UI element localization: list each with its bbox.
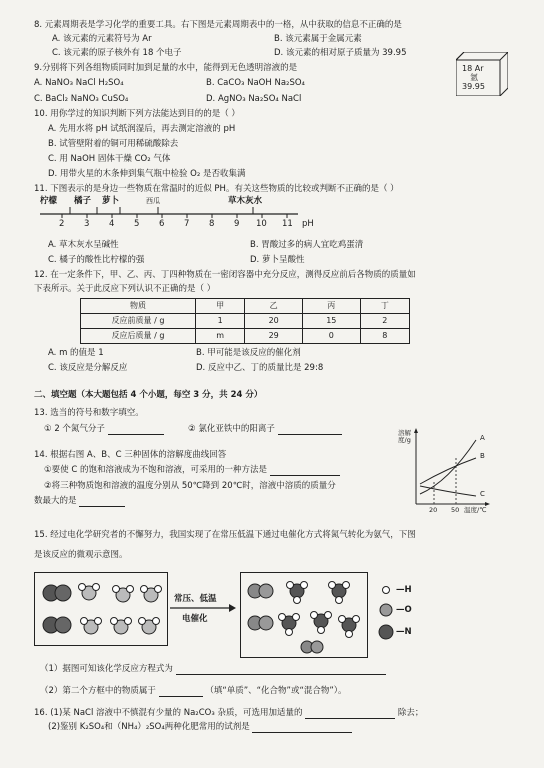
reactant-molecules [35, 573, 167, 645]
ph-label-watermelon: 西瓜 [146, 197, 160, 205]
q12-stem-line2: 下表所示。关于此反应下列认识不正确的是（ ） [34, 284, 216, 294]
q11-option-a: A. 草木灰水呈碱性 [48, 240, 119, 250]
solubility-y-label: 溶解度/g [398, 429, 411, 445]
n2-molecule [43, 617, 71, 633]
ammonia-molecule [339, 616, 360, 638]
q10-option-a: A. 先用水将 pH 试纸润湿后，再去测定溶液的 pH [48, 124, 236, 134]
q12-stem-line1: 12. 在一定条件下，甲、乙、丙、丁四种物质在一密闭容器中充分反应，测得反应前后各物质的质量如 [34, 270, 416, 280]
q15-part2-hint: （填“单质”、“化合物”或“混合物”）。 [205, 686, 347, 696]
q15-part2-text: （2）第二个方框中的物质属于 [40, 686, 156, 696]
ph-tick-3: 3 [84, 219, 90, 229]
q15-part2 [40, 686, 347, 697]
water-molecule [113, 586, 134, 603]
section-heading: 二、填空题（本大题包括 4 个小题，每空 3 分，共 24 分） [34, 390, 263, 400]
q13-part1 [44, 424, 164, 435]
q10-option-b: B. 试管壁附着的铜可用稀硫酸除去 [48, 139, 179, 149]
q15-part1-text: （1）据图可知该化学反应方程式为 [40, 664, 173, 674]
q10-option-c: C. 用 NaOH 固体干燥 CO₂ 气体 [48, 154, 171, 164]
product-molecules [241, 573, 367, 657]
ph-label-orange: 橘子 [74, 196, 92, 206]
q16-part1-text: 16. (1)某 NaCl 溶液中不慎混有少量的 Na₂CO₃ 杂质，可选用加适量的 [34, 708, 303, 718]
water-molecule [81, 618, 102, 635]
water-molecule [141, 586, 162, 603]
ph-axis-unit: pH [302, 219, 314, 229]
q16-part1-tail: 除去； [397, 708, 424, 718]
q15-stem-line1: 15. 经过电化学研究者的不懈努力，我国实现了在常压低温下通过电催化方式将氮气转化为氨气，下图 [34, 530, 416, 540]
q8-option-a: A. 该元素的元素符号为 Ar [52, 34, 152, 44]
table-cell: 反应后质量 / g [81, 329, 196, 344]
q11-option-b: B. 胃酸过多的病人宜吃鸡蛋清 [250, 240, 364, 250]
q10-option-d: D. 用带火星的木条伸到集气瓶中检验 O₂ 是否收集满 [48, 169, 246, 179]
atom-legend [378, 582, 428, 642]
table-cell: 20 [245, 314, 303, 329]
q15-stem-line2: 是该反应的微观示意图。 [34, 550, 128, 560]
table-header-cell: 甲 [196, 299, 245, 314]
water-molecule [111, 618, 132, 635]
ph-tick-8: 8 [209, 219, 215, 229]
q15-part1 [40, 664, 386, 675]
legend-swatches [378, 582, 398, 642]
table-cell: 反应前质量 / g [81, 314, 196, 329]
q14-part3 [34, 496, 125, 507]
periodic-table-cell [456, 52, 508, 96]
q16-answer-blank-2[interactable] [252, 723, 352, 733]
q8-option-d: D. 该元素的相对原子质量为 39.95 [274, 48, 407, 58]
curve-label-b: B [480, 452, 485, 460]
table-cell: 0 [302, 329, 360, 344]
q14-answer-blank-2[interactable] [79, 497, 125, 507]
ph-tick-2: 2 [59, 219, 65, 229]
table-cell: 8 [360, 329, 409, 344]
q13-part2 [188, 424, 342, 435]
q14-part3-text: 数最大的是 [34, 496, 77, 506]
table-header-cell: 物质 [81, 299, 196, 314]
q14-stem: 14. 根据右图 A、B、C 三种固体的溶解度曲线回答 [34, 450, 227, 460]
q16-answer-blank-1[interactable] [305, 709, 395, 719]
table-cell: 15 [302, 314, 360, 329]
water-molecule [139, 618, 160, 635]
q16-part2 [48, 722, 352, 733]
q9-option-c: C. BaCl₂ NaNO₃ CuSO₄ [34, 94, 129, 104]
solubility-x-tick-50: 50 [451, 506, 460, 514]
ammonia-molecule [279, 614, 300, 636]
curve-b [420, 458, 476, 484]
ph-label-radish: 萝卜 [102, 196, 120, 206]
element-mass: 39.95 [462, 82, 485, 91]
solubility-curve-figure [398, 424, 498, 516]
table-header-cell: 丁 [360, 299, 409, 314]
q14-part1 [44, 465, 340, 476]
table-cell: m [196, 329, 245, 344]
q14-part1-text: ①要使 C 的饱和溶液成为不饱和溶液，可采用的一种方法是 [44, 465, 267, 475]
table-cell: 2 [360, 314, 409, 329]
q8-option-c: C. 该元素的原子核外有 18 个电子 [52, 48, 182, 58]
ph-tick-5: 5 [134, 219, 140, 229]
q11-option-d: D. 萝卜呈酸性 [250, 255, 305, 265]
table-cell: 29 [245, 329, 303, 344]
curve-a [420, 440, 476, 494]
q11-option-c: C. 橘子的酸性比柠檬的强 [48, 255, 145, 265]
table-header-cell: 乙 [245, 299, 303, 314]
element-number: 18 [462, 64, 473, 73]
q13-part2-text: ② 氯化亚铁中的阳离子 [188, 424, 275, 434]
element-name: 氩 [470, 73, 478, 82]
q14-part2: ②将三种物质饱和溶液的温度分别从 50℃降到 20℃时，溶液中溶质的质量分 [44, 481, 336, 491]
q13-answer-blank-2[interactable] [278, 425, 342, 435]
curve-c [420, 486, 476, 496]
ph-tick-6: 6 [159, 219, 165, 229]
ph-label-lemon: 柠檬 [40, 196, 58, 206]
q13-answer-blank-1[interactable] [108, 425, 164, 435]
q9-option-b: B. CaCO₃ NaOH Na₂SO₄ [206, 78, 305, 88]
table-cell: 1 [196, 314, 245, 329]
reaction-condition: 常压、低温 [174, 594, 217, 604]
q12-option-a: A. m 的值是 1 [48, 348, 104, 358]
q16-part2-text: (2)鉴别 K₂SO₄和（NH₄）₂SO₄两种化肥常用的试剂是 [48, 722, 250, 732]
ph-tick-10: 10 [256, 219, 267, 229]
ph-tick-11: 11 [282, 219, 293, 229]
ph-tick-9: 9 [234, 219, 240, 229]
oxygen-molecule [248, 616, 273, 630]
q10-stem: 10. 用你学过的知识判断下列方法能达到目的的是（ ） [34, 109, 240, 119]
oxygen-molecule [301, 641, 323, 653]
water-molecule [79, 584, 100, 601]
reaction-catalyst: 电催化 [182, 614, 208, 624]
table-header-row [81, 299, 410, 314]
solubility-x-tick-20: 20 [429, 506, 438, 514]
q12-option-d: D. 反应中乙、丁的质量比是 29:8 [196, 363, 324, 373]
q8-option-b: B. 该元素属于金属元素 [274, 34, 362, 44]
q14-answer-blank-1[interactable] [270, 466, 340, 476]
ph-scale-figure [40, 196, 320, 238]
table-row [81, 314, 410, 329]
legend-oxygen: —O [396, 605, 412, 615]
q15-answer-blank-1[interactable] [176, 665, 386, 675]
solubility-x-label: 温度/℃ [464, 506, 487, 514]
q16-part1 [34, 708, 423, 719]
q9-option-a: A. NaNO₃ NaCl H₂SO₄ [34, 78, 124, 88]
oxygen-molecule [248, 584, 273, 598]
q12-option-c: C. 该反应是分解反应 [48, 363, 128, 373]
mass-table [80, 298, 410, 344]
q15-answer-blank-2[interactable] [159, 687, 203, 697]
table-header-cell: 丙 [302, 299, 360, 314]
reactants-box [34, 572, 168, 646]
q9-stem: 9.分别将下列各组物质同时加到足量的水中，能得到无色透明溶液的是 [34, 63, 298, 73]
ph-tick-7: 7 [184, 219, 190, 229]
n2-molecule [43, 585, 71, 601]
legend-hydrogen: —H [396, 585, 412, 595]
q13-part1-text: ① 2 个氮气分子 [44, 424, 105, 434]
q9-option-d: D. AgNO₃ Na₂SO₄ NaCl [206, 94, 302, 104]
element-symbol: Ar [474, 64, 484, 73]
q8-stem: 8. 元素周期表是学习化学的重要工具。右下图是元素周期表中的一格，从中获取的信息不正确的是 [34, 20, 402, 30]
ammonia-molecule [311, 612, 332, 634]
legend-nitrogen: —N [396, 627, 412, 637]
q12-option-b: B. 甲可能是该反应的催化剂 [196, 348, 301, 358]
ammonia-molecule [329, 582, 350, 604]
curve-label-a: A [480, 434, 485, 442]
ammonia-molecule [287, 582, 308, 604]
products-box [240, 572, 368, 658]
q11-stem: 11. 下图表示的是身边一些物质在常温时的近似 PH。有关这些物质的比较或判断不正确的是（ ） [34, 184, 399, 194]
ph-tick-4: 4 [109, 219, 115, 229]
q13-stem: 13. 选当的符号和数字填空。 [34, 408, 144, 418]
table-row [81, 329, 410, 344]
reaction-arrow [168, 592, 238, 632]
curve-label-c: C [480, 490, 485, 498]
ph-label-ash-water: 草木灰水 [228, 196, 263, 206]
